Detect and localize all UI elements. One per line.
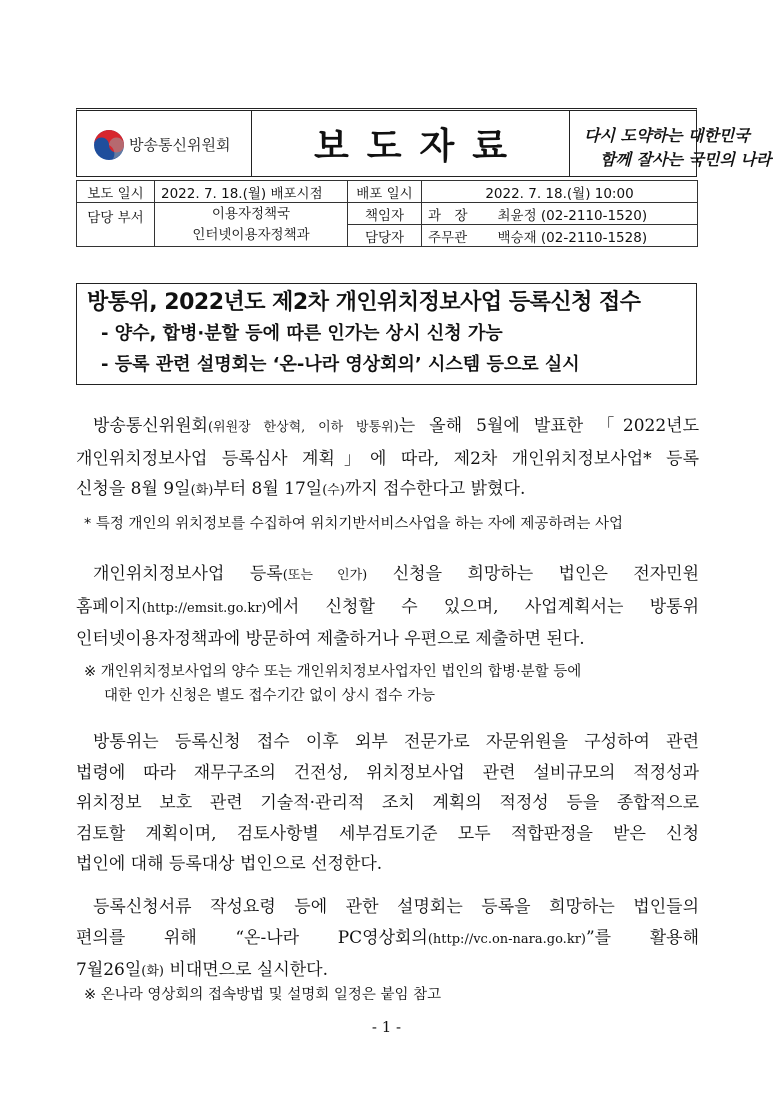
kcc-logo-text: 방송통신위원회 <box>129 136 231 154</box>
manager-row <box>77 203 698 225</box>
note-2-line-2: 대한 인가 신청은 별도 접수기간 없이 상시 접수 가능 <box>104 688 436 704</box>
release-date-label: 배포 일시 <box>348 181 422 203</box>
p1-text: 는 올해 5월에 발표한 「2022년도 <box>398 416 699 436</box>
kcc-emblem-icon <box>93 129 125 161</box>
p4-text: ”를 활용해 <box>585 927 699 948</box>
p3-line-1: 방통위는 등록신청 접수 이후 외부 전문가로 자문위원을 구성하여 관련 <box>93 732 699 752</box>
p2-paren-note: (또는 인가) <box>282 568 368 583</box>
report-date-value: 2022. 7. 18.(월) 배포시점 <box>155 181 348 203</box>
slogan-line-2: 함께 잘사는 국민의 나라 <box>600 150 772 169</box>
release-date-row <box>77 181 698 203</box>
p2-line-2 <box>76 592 699 625</box>
manager-name: 최윤정 (02-2110-1520) <box>492 203 698 225</box>
dept-line-2: 인터넷이용자정책과 <box>192 226 310 243</box>
p2-text: 신청을 희망하는 법인은 전자민원 <box>367 564 699 584</box>
footnote-1: * 특정 개인의 위치정보를 수집하여 위치기반서비스사업을 하는 자에 제공하려는 사업 <box>84 516 623 532</box>
note-3: ※ 온나라 영상회의 접속방법 및 설명회 일정은 붙임 참고 <box>84 987 442 1003</box>
dept-line-1: 이용자정책국 <box>211 205 291 222</box>
p2-line-1 <box>76 559 699 592</box>
p1-line-3 <box>76 474 699 507</box>
press-release-header <box>76 108 772 177</box>
contact-name: 백승재 (02-2110-1528) <box>492 225 698 247</box>
p2-text: 에서 신청할 수 있으며, 사업계획서는 방통위 <box>266 596 699 617</box>
p3-line-4: 검토할 계획이며, 검토사항별 세부검토기준 모두 적합판정을 받은 신청 <box>76 823 699 844</box>
paragraph-2 <box>76 559 699 655</box>
release-info-table <box>76 180 698 247</box>
p3-line-2: 법령에 따라 재무구조의 건전성, 위치정보사업 관련 설비규모의 적정성과 <box>76 762 699 783</box>
p3-line-5: 법인에 대해 등록대상 법인으로 선정한다. <box>76 854 383 874</box>
press-release-title: 보도자료 <box>252 111 570 176</box>
manager-title: 과 장 <box>422 203 492 225</box>
p4-text: 7월26일 <box>76 960 142 980</box>
report-date-label: 보도 일시 <box>77 181 155 203</box>
p1-paren-note: (수) <box>322 483 345 498</box>
p1-text: 까지 접수한다고 밝혔다. <box>344 479 526 499</box>
contact-title: 주무관 <box>422 225 492 247</box>
headline-main: 방통위, 2022년도 제2차 개인위치정보사업 등록신청 접수 <box>87 290 641 315</box>
kcc-logo-cell <box>77 111 252 176</box>
p1-line-1 <box>76 411 699 444</box>
p1-text: 부터 8월 17일 <box>213 479 323 499</box>
p1-paren-note: (화) <box>190 483 214 498</box>
paragraph-4 <box>76 892 699 988</box>
paragraph-3 <box>76 727 699 880</box>
p4-line-1: 등록신청서류 작성요령 등에 관한 설명회는 등록을 희망하는 법인들의 <box>93 897 699 917</box>
p2-text: 개인위치정보사업 등록 <box>93 564 283 584</box>
p1-text: 신청을 8월 9일 <box>76 479 191 499</box>
p2-text: 홈페이지 <box>76 596 142 617</box>
headline-sub-2: - 등록 관련 설명회는 ‘온-나라 영상회의’ 시스템 등으로 실시 <box>101 354 580 375</box>
p4-text: 비대면으로 실시한다. <box>164 960 329 980</box>
note-2-line-1: ※ 개인위치정보사업의 양수 또는 개인위치정보사업자인 법인의 합병·분할 등에 <box>84 664 582 680</box>
p1-line-2: 개인위치정보사업 등록심사 계획」에 따라, 제2차 개인위치정보사업* 등록 <box>76 448 699 469</box>
contact-label: 담당자 <box>348 225 422 247</box>
slogan-line-1: 다시 도약하는 대한민국 <box>584 126 750 145</box>
headline-sub-1: - 양수, 합병·분할 등에 따른 인가는 상시 신청 가능 <box>101 323 503 344</box>
dept-value <box>155 203 348 247</box>
headline-box <box>76 283 697 385</box>
p4-paren-note: (화) <box>141 964 164 979</box>
p3-line-3: 위치정보 보호 관련 기술적·관리적 조치 계획의 적정성 등을 종합적으로 <box>76 793 699 813</box>
p2-line-3: 인터넷이용자정책과에 방문하여 제출하거나 우편으로 제출하면 된다. <box>76 629 585 649</box>
manager-label: 책임자 <box>348 203 422 225</box>
p4-text: 편의를 위해 “온-나라 PC영상회의 <box>76 927 428 948</box>
dept-label: 담당 부서 <box>77 203 155 247</box>
p4-line-2 <box>76 923 699 956</box>
page-number: - 1 - <box>371 1018 402 1036</box>
paragraph-1 <box>76 411 699 507</box>
emsit-url: (http://emsit.go.kr) <box>141 600 267 616</box>
p1-text: 방송통신위원회 <box>93 416 208 436</box>
p1-paren-note: (위원장 한상혁, 이하 방통위) <box>207 420 399 435</box>
onnara-url: (http://vc.on-nara.go.kr) <box>427 931 586 947</box>
government-slogan <box>570 111 772 176</box>
release-date-value: 2022. 7. 18.(월) 10:00 <box>422 181 698 203</box>
